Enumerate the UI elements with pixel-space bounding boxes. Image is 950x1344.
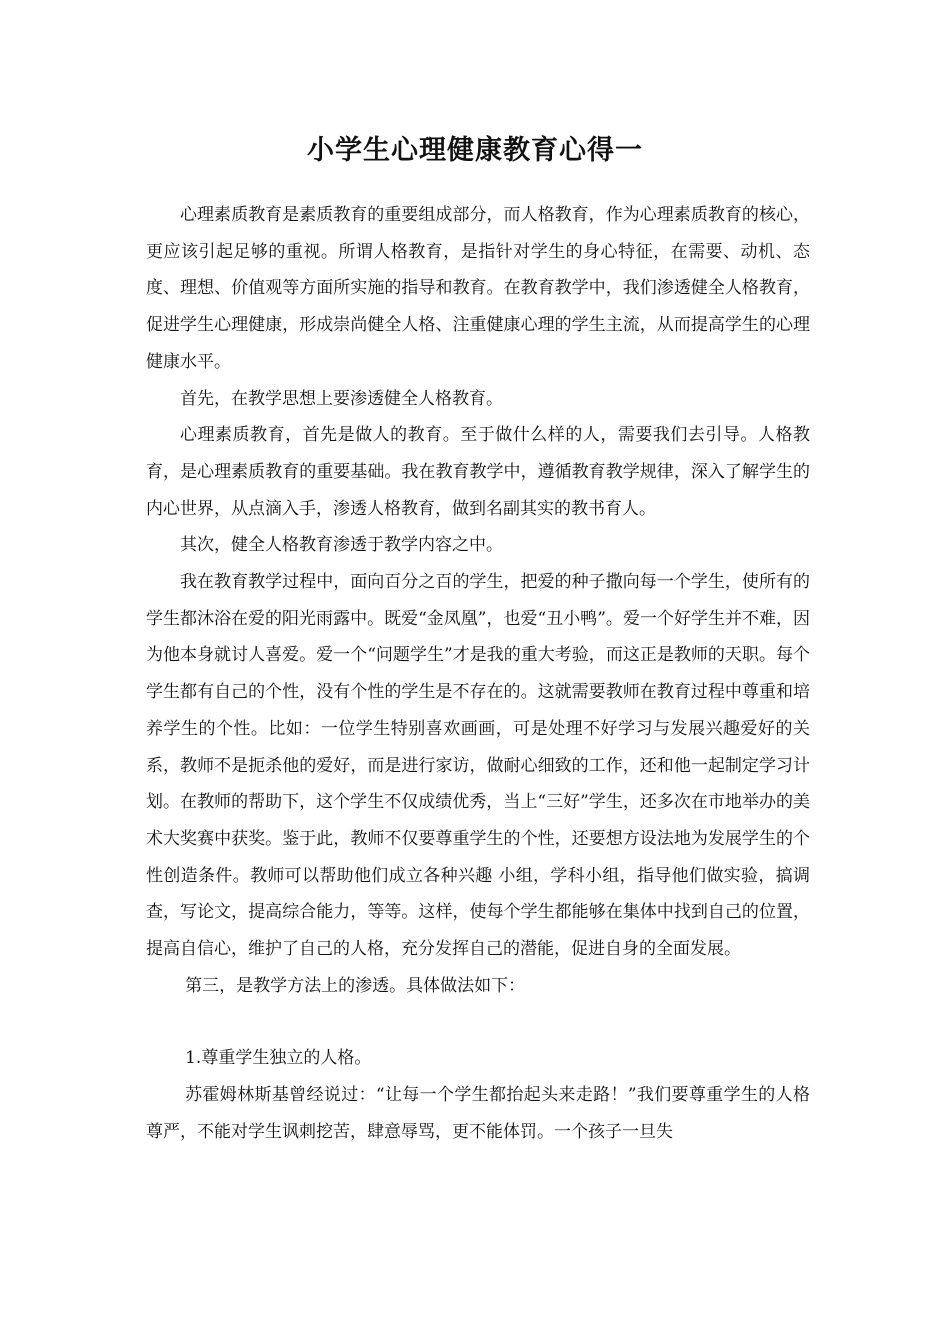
paragraph-third-point: 第三，是教学方法上的渗透。具体做法如下： xyxy=(185,975,526,996)
paragraph-item-1: 1.尊重学生独立的人格。 xyxy=(185,1048,372,1069)
paragraph-first-detail: 心理素质教育，首先是做人的教育。至于做什么样的人，需要我们去引导。人格教育，是心理素质教育的重要基础。我在教育教学中，遵循教育教学规律，深入了解学生的内心世界，从点滴入手，渗透人格教育，做到名副其实的教书育人。 xyxy=(146,425,810,519)
paragraph-first-point: 首先，在教学思想上要渗透健全人格教育。 xyxy=(180,388,503,409)
page-title: 小学生心理健康教育心得一 xyxy=(307,135,643,166)
paragraph-second-point: 其次，健全人格教育渗透于教学内容之中。 xyxy=(180,535,503,556)
paragraph-intro: 心理素质教育是素质教育的重要组成部分，而人格教育，作为心理素质教育的核心，更应该引起足够的重视。所谓人格教育，是指针对学生的身心特征，在需要、动机、态度、理想、价值观等方面所实施的指导和教育。在教育教学中，我们渗透健全人格教育，促进学生心理健康，形成崇尚健全人格、注重健康心理的学生主流，从而提高学生的心理健康水平。 xyxy=(146,205,810,372)
paragraph-second-detail: 我在教育教学过程中，面向百分之百的学生，把爱的种子撒向每一个学生，使所有的学生都沐浴在爱的阳光雨露中。既爱“金凤凰”，也爱“丑小鸭”。爱一个好学生并不难，因为他本身就讨人喜爱。爱一个“问题学生”才是我的重大考验，而这正是教师的天职。每个学生都有自己的个性，没有个性的学生是不存在的。这就需要教师在教育过程中尊重和培养学生的个性。比如：一位学生特别喜欢画画，可是处理不好学习与发展兴趣爱好的关系，教师不是扼杀他的爱好，而是进行家访，做耐心细致的工作，还和他一起制定学习计划。在教师的帮助下，这个学生不仅成绩优秀，当上“三好”学生，还多次在市地举办的美术大奖赛中获奖。鉴于此，教师不仅要尊重学生的个性，还要想方设法地为发展学生的个性创造条件。教师可以帮助他们成立各种兴趣 小组，学科小组，指导他们做实验，搞调查，写论文，提高综合能力，等等。这样，使每个学生都能够在集体中找到自己的位置，提高自信心，维护了自己的人格，充分发挥自己的潜能，促进自身的全面发展。 xyxy=(146,572,810,960)
paragraph-item-1-detail: 苏霍姆林斯基曾经说过：“让每一个学生都抬起头来走路！”我们要尊重学生的人格尊严，不能对学生讽刺挖苦，肆意辱骂，更不能体罚。一个孩子一旦失 xyxy=(146,1085,810,1142)
document-body xyxy=(146,197,810,1151)
